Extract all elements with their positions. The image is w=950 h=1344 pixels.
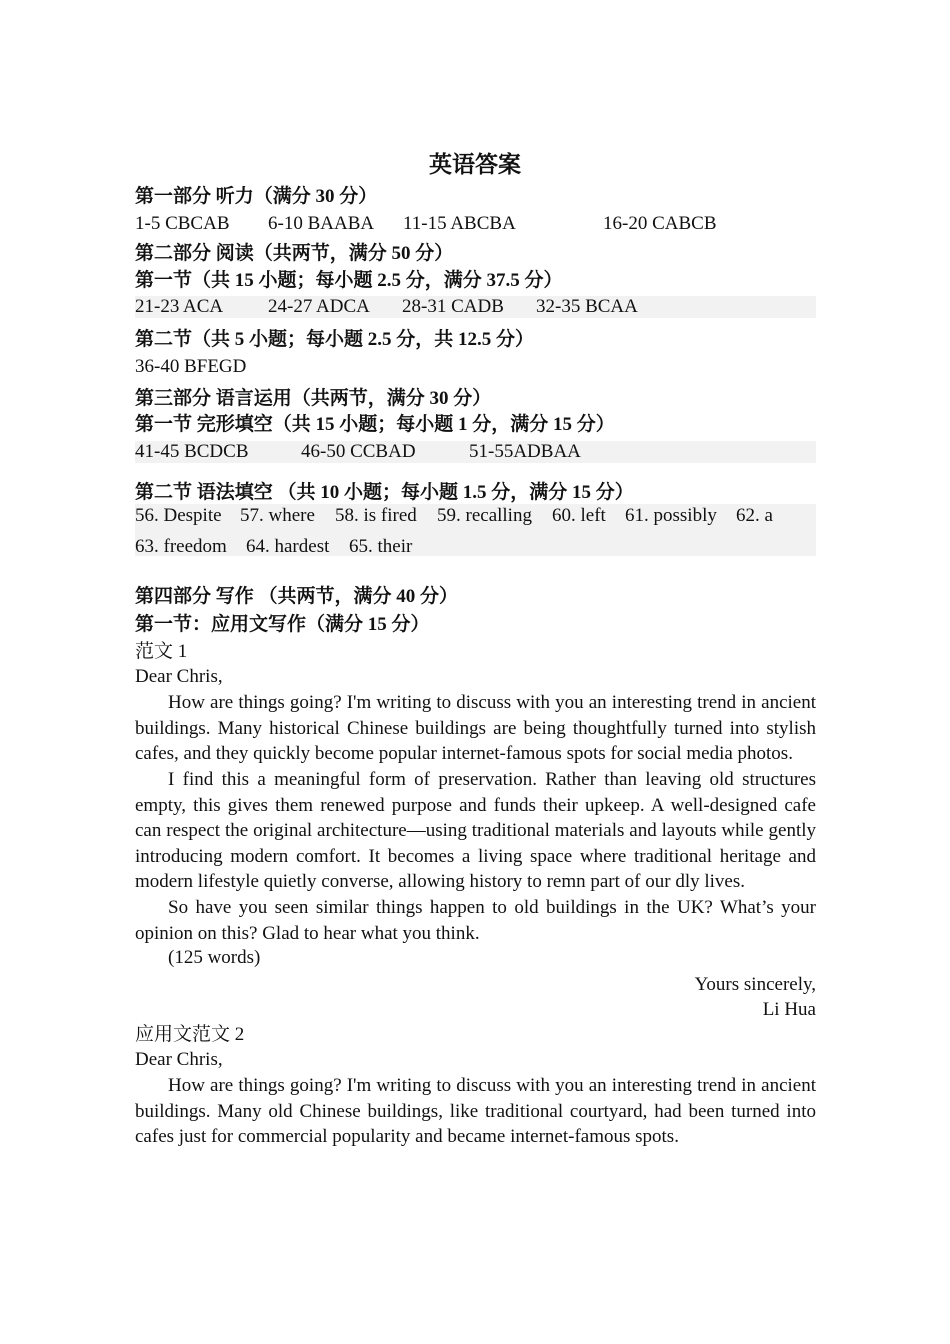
answer-item: 60. left [552,505,606,526]
answer-item: 58. is fired [335,505,417,526]
answer-group: 32-35 BCAA [536,296,638,317]
answer-group: 1-5 CBCAB [135,213,230,234]
answer-item: 61. possibly [625,505,717,526]
answer-group: 16-20 CABCB [603,213,717,234]
part2-sec2-answers: 36-40 BFEGD [135,356,247,377]
answer-group: 46-50 CCBAD [301,441,416,462]
closing: Yours sincerely, [694,974,816,995]
sample1-paragraph-3: So have you seen similar things happen to old buildings in the UK? What’s your opinion on this? Glad to hear what you think. [135,897,816,944]
sample1-paragraph-2: I find this a meaningful form of preservation. Rather than leaving old structures empty, this gives them renewed purpose and funds their upkeep. A well-designed cafe can respect the original architecture—using traditional materials and layouts while gently introducing modern comfort. It becomes a living space where traditional heritage and modern lifestyle quietly converse, allowing history to remn part of our dly lives. [135,769,816,892]
part3-heading: 第三部分 语言运用（共两节，满分 30 分） [135,388,492,409]
part3-sec1-heading: 第一节 完形填空（共 15 小题；每小题 1 分，满分 15 分） [135,414,615,435]
sample2-label: 应用文范文 2 [135,1024,245,1045]
answer-item: 62. a [736,505,773,526]
answer-group: 51-55ADBAA [469,441,581,462]
sample1-salutation: Dear Chris, [135,666,223,687]
answer-item: 63. freedom [135,536,227,557]
part3-sec2-heading: 第二节 语法填空 （共 10 小题；每小题 1.5 分，满分 15 分） [135,482,634,503]
answer-group: 11-15 ABCBA [403,213,516,234]
part2-sec2-heading: 第二节（共 5 小题；每小题 2.5 分，共 12.5 分） [135,329,535,350]
part3-sec2-answers-block [135,504,816,556]
answer-group: 41-45 BCDCB [135,441,249,462]
answer-item: 56. Despite [135,505,222,526]
part1-heading: 第一部分 听力（满分 30 分） [135,186,378,207]
sample2-salutation: Dear Chris, [135,1049,223,1070]
sample1-paragraph-1: How are things going? I'm writing to discuss with you an interesting trend in ancient buildings. Many historical Chinese buildings are being thoughtfully turned into stylish cafes, and they quickly become popular internet-famous spots for social media photos. [135,692,816,764]
part2-sec1-heading: 第一节（共 15 小题；每小题 2.5 分，满分 37.5 分） [135,270,563,291]
answer-item: 64. hardest [246,536,330,557]
answer-group: 24-27 ADCA [268,296,370,317]
answer-group: 21-23 ACA [135,296,224,317]
answer-item: 59. recalling [437,505,532,526]
part3-sec1-answers-row [135,441,816,463]
part2-sec1-answers-row [135,296,816,318]
answer-group: 6-10 BAABA [268,213,375,234]
part4-heading: 第四部分 写作 （共两节，满分 40 分） [135,586,459,607]
part4-sec1-heading: 第一节：应用文写作（满分 15 分） [135,614,430,635]
answer-item: 57. where [240,505,315,526]
sample2-paragraph-1: How are things going? I'm writing to discuss with you an interesting trend in ancient buildings. Many old Chinese buildings, like traditional courtyard, had been turned into cafes just for commercial popularity and became internet-famous spots. [135,1075,816,1147]
page-title: 英语答案 [429,152,521,177]
sample1-label: 范文 1 [135,641,188,662]
answer-item: 65. their [349,536,413,557]
signature-name: Li Hua [762,999,816,1020]
part2-heading: 第二部分 阅读（共两节，满分 50 分） [135,243,454,264]
word-count: (125 words) [168,947,261,968]
answer-group: 28-31 CADB [402,296,504,317]
